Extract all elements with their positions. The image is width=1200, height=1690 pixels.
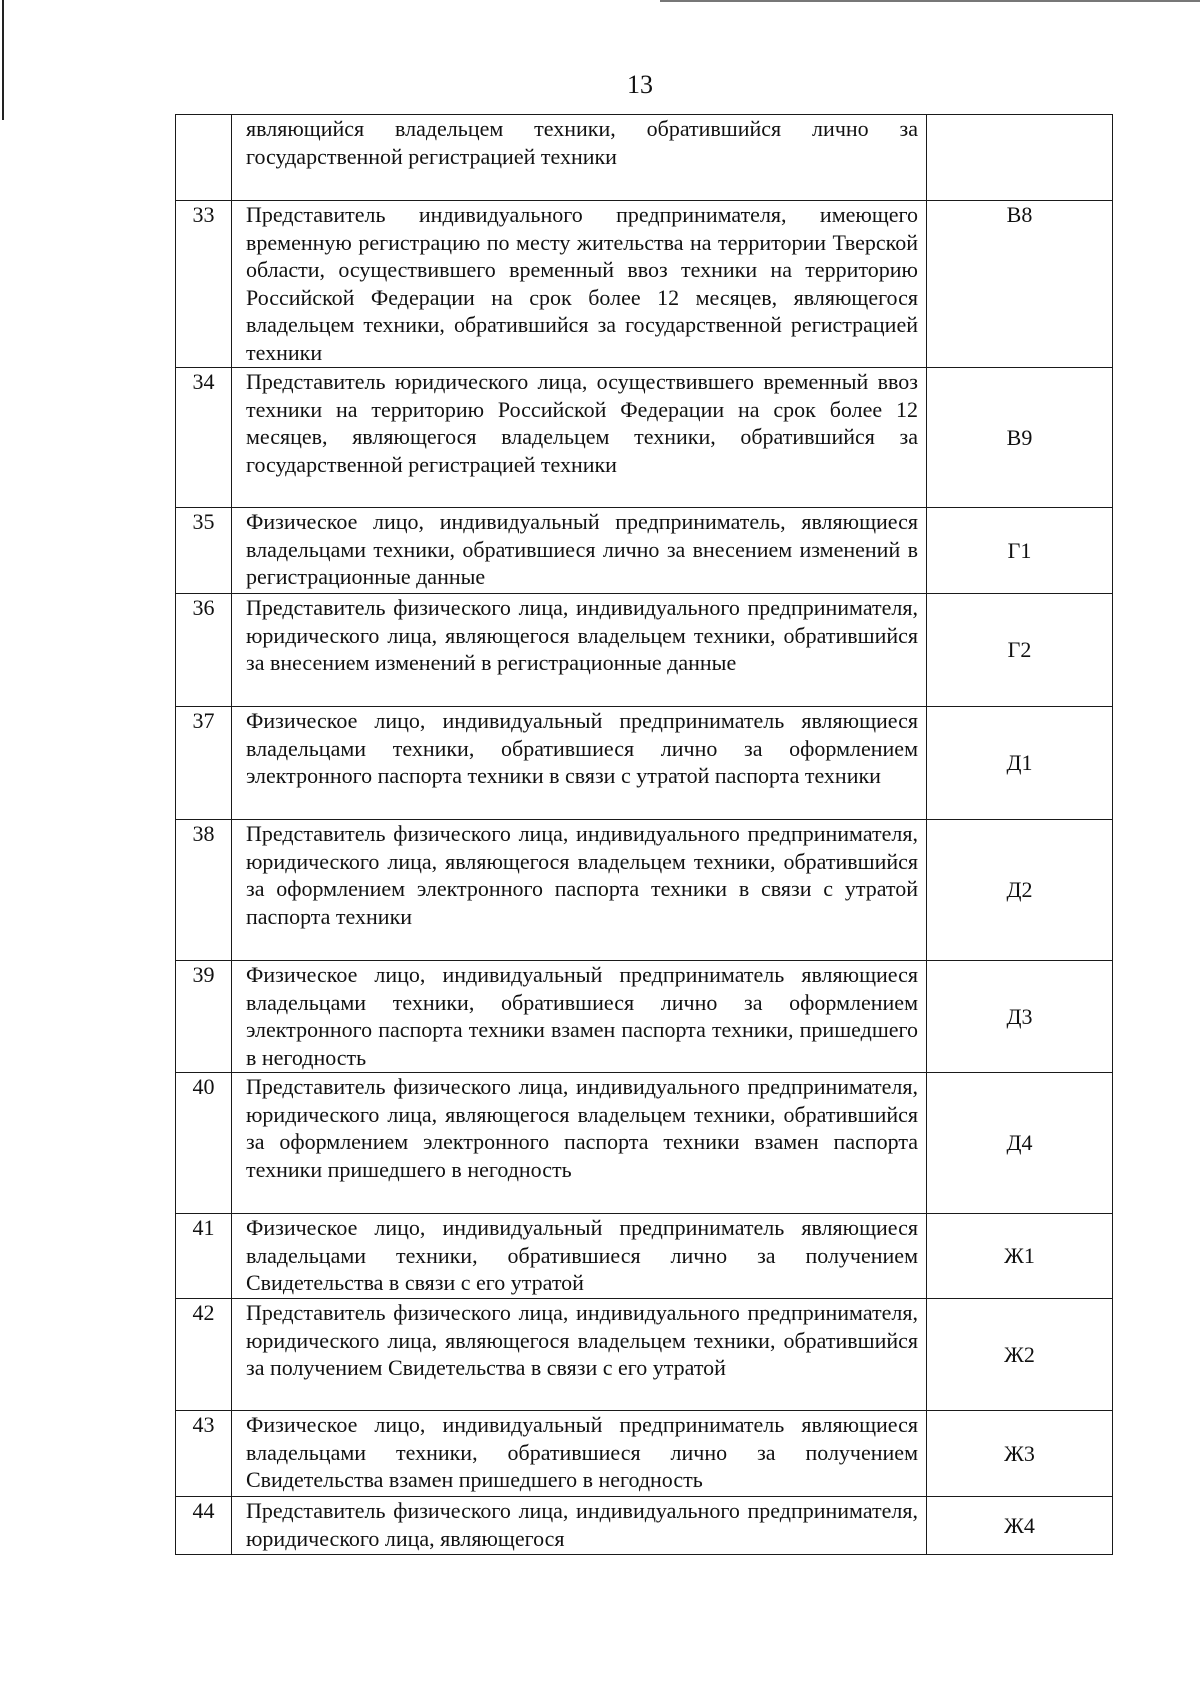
table-row [176,1214,1113,1299]
row-description: Представитель физического лица, индивидуального предпринимателя, юридического лица, являющегося владельцем техники, обратившийся за оформлением электронного паспорта техники в связи с утратой паспорта техники [232,820,927,961]
row-code: Д3 [927,961,1113,1073]
row-number: 43 [176,1411,232,1497]
row-code: Г1 [927,508,1113,594]
table-row [176,594,1113,707]
page-number: 13 [627,70,653,99]
row-description: Физическое лицо, индивидуальный предприниматель являющиеся владельцами техники, обратившиеся лично за получением Свидетельства взамен пришедшего в негодность [232,1411,927,1497]
scan-edge-top [660,0,1200,2]
row-code: В8 [927,201,1113,368]
row-description: Физическое лицо, индивидуальный предприниматель являющиеся владельцами техники, обратившиеся лично за оформлением электронного паспорта техники взамен паспорта техники, пришедшего в негодность [232,961,927,1073]
row-number: 42 [176,1299,232,1411]
table-row [176,707,1113,820]
row-description: Представитель физического лица, индивидуального предпринимателя, юридического лица, являющегося владельцем техники, обратившийся за получением Свидетельства в связи с его утратой [232,1299,927,1411]
table-row [176,1073,1113,1214]
row-description: Представитель физического лица, индивидуального предпринимателя, юридического лица, являющегося [232,1497,927,1555]
row-number: 38 [176,820,232,961]
table-row [176,115,1113,201]
row-code: Ж4 [927,1497,1113,1555]
row-number: 40 [176,1073,232,1214]
table-row [176,1411,1113,1497]
row-description: Представитель юридического лица, осуществившего временный ввоз техники на территорию Российской Федерации на срок более 12 месяцев, являющегося владельцем техники, обратившийся за государственной регистрацией техники [232,368,927,508]
table-row [176,508,1113,594]
row-description: Физическое лицо, индивидуальный предприниматель являющиеся владельцами техники, обратившиеся лично за оформлением электронного паспорта техники в связи с утратой паспорта техники [232,707,927,820]
row-description: Представитель физического лица, индивидуального предпринимателя, юридического лица, являющегося владельцем техники, обратившийся за внесением изменений в регистрационные данные [232,594,927,707]
row-code: Д4 [927,1073,1113,1214]
row-code: В9 [927,368,1113,508]
row-number: 35 [176,508,232,594]
row-number [176,115,232,201]
table-row [176,1497,1113,1555]
table-row [176,820,1113,961]
row-code: Д2 [927,820,1113,961]
row-description: Физическое лицо, индивидуальный предприниматель являющиеся владельцами техники, обратившиеся лично за получением Свидетельства в связи с его утратой [232,1214,927,1299]
row-code: Ж1 [927,1214,1113,1299]
row-code: Ж2 [927,1299,1113,1411]
scan-edge-left [2,0,4,120]
row-number: 37 [176,707,232,820]
row-number: 33 [176,201,232,368]
row-code: Ж3 [927,1411,1113,1497]
table-row [176,201,1113,368]
row-number: 41 [176,1214,232,1299]
row-description: Представитель физического лица, индивидуального предпринимателя, юридического лица, являющегося владельцем техники, обратившийся за оформлением электронного паспорта техники взамен паспорта техники пришедшего в негодность [232,1073,927,1214]
registry-table [175,114,1113,1555]
table-row [176,1299,1113,1411]
row-description: являющийся владельцем техники, обратившийся лично за государственной регистрацией техники [232,115,927,201]
row-description: Физическое лицо, индивидуальный предприниматель, являющиеся владельцами техники, обратившиеся лично за внесением изменений в регистрационные данные [232,508,927,594]
row-number: 39 [176,961,232,1073]
table-row [176,961,1113,1073]
row-number: 34 [176,368,232,508]
table-row [176,368,1113,508]
row-description: Представитель индивидуального предпринимателя, имеющего временную регистрацию по месту жительства на территории Тверской области, осуществившего временный ввоз техники на территорию Российской Федерации на срок более 12 месяцев, являющегося владельцем техники, обратившийся за государственной регистрацией техники [232,201,927,368]
row-number: 44 [176,1497,232,1555]
row-code: Г2 [927,594,1113,707]
row-code: Д1 [927,707,1113,820]
row-code [927,115,1113,201]
row-number: 36 [176,594,232,707]
